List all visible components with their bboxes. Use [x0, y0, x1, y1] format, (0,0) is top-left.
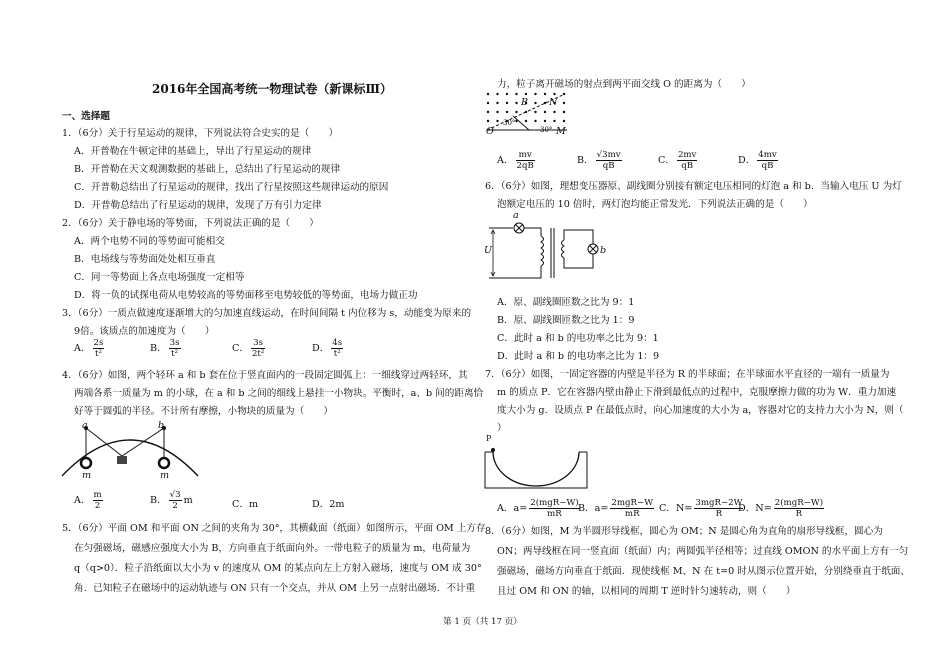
- q2-option-c: C．同一等势面上各点电场强度一定相等: [74, 272, 245, 283]
- field-dot: [496, 120, 498, 122]
- field-dot: [534, 93, 536, 95]
- q7-option-d: D．N= $\frac{\text{2(mgR−W)}}{R}$: [738, 498, 824, 519]
- q5-option-a: A． $\frac{mv}{2qB}$: [497, 150, 534, 171]
- q5-figure-label-angle1: 30°: [503, 119, 516, 127]
- field-dot: [563, 120, 565, 122]
- q4-figure-label-m1: m: [82, 470, 92, 481]
- q8-stem-line3: 强磁场，磁场方向垂直于纸面．现使线框 M、N 在 t=0 时从图示位置开始，分别绕垂直于纸面、: [497, 566, 910, 577]
- q3-stem-line1: 3．（6分）一质点做速度逐渐增大的匀加速直线运动，在时间间隔 t 内位移为 s，动能变为原来的: [62, 308, 472, 319]
- q8-stem-line1: 8．（6分）如图，M 为半圆形导线框，圆心为 OM；N 是圆心角为直角的扇形导线框，圆心为: [485, 526, 883, 537]
- q6-option-d: D．此时 a 和 b 的电功率之比为 1：9: [497, 351, 660, 362]
- q8-stem-line2: ON；两导线框在同一竖直面（纸面）内；两圆弧半径相等；过直线 OMON 的水平面上方有一匀: [497, 546, 909, 557]
- q7-option-c: C．N= $\frac{\text{3mgR−2W}}{R}$: [659, 498, 743, 519]
- field-dot: [563, 102, 565, 104]
- q7-figure-label-P: P: [486, 434, 492, 443]
- q2-option-d: D．将一负的试探电荷从电势较高的等势面移至电势较低的等势面，电场力做正功: [74, 290, 418, 301]
- q7-stem-line3: 度大小为 g．设质点 P 在最低点时，向心加速度的大小为 a，容器对它的支持力大小为 N，则（: [497, 405, 904, 416]
- field-dot: [515, 102, 517, 104]
- q2-option-a: A．两个电势不同的等势面可能相交: [74, 236, 225, 247]
- q4-figure-label-m2: m: [160, 470, 170, 481]
- q2-option-b: B．电场线与等势面处处相互垂直: [74, 254, 216, 265]
- q5-figure-label-O: O: [486, 126, 494, 137]
- field-dot: [487, 93, 489, 95]
- q1-option-c: C．开普勒总结出了行星运动的规律，找出了行星按照这些规律运动的原因: [74, 182, 389, 193]
- q1-stem: 1．（6分）关于行星运动的规律，下列说法符合史实的是（ ）: [62, 128, 339, 139]
- q4-option-b: B． $\frac{√3}{2}$ m: [150, 490, 193, 511]
- q5-stem-line3: q（q>0）．粒子沿纸面以大小为 v 的速度从 OM 的某点向左上方射入磁场，速度与 OM 成 30°: [74, 563, 482, 574]
- section-heading: 一、选择题: [62, 111, 110, 122]
- q4-option-a: A． $\frac{m}{2}$: [74, 490, 102, 511]
- field-dot: [553, 111, 555, 113]
- field-dot: [506, 93, 508, 95]
- field-dot: [496, 111, 498, 113]
- q3-option-a: A． $\frac{2s}{\text{t²}}$: [74, 338, 104, 359]
- page-footer: 第 1 页（共 17 页）: [443, 617, 522, 627]
- field-dot: [525, 120, 527, 122]
- q6-option-b: B．原、副线圈匝数之比为 1：9: [497, 315, 635, 326]
- q4-option-c: C．m: [232, 499, 259, 510]
- q5-option-d: D． $\frac{4mv}{qB}$: [738, 150, 777, 171]
- q6-figure-label-b: b: [600, 245, 607, 256]
- q4-figure-label-b: b: [158, 420, 165, 431]
- q5-stem-line1: 5．（6分）平面 OM 和平面 ON 之间的夹角为 30°，其横截面（纸面）如图所示，平面 OM 上方存: [62, 523, 486, 534]
- q1-option-b: B．开普勒在天文观测数据的基础上，总结出了行星运动的规律: [74, 164, 341, 175]
- field-dot: [544, 120, 546, 122]
- q7-stem-line2: m 的质点 P．它在容器内壁由静止下滑到最低点的过程中，克服摩擦力做的功为 W．重力加速: [497, 387, 897, 398]
- q7-stem-line4: ）: [497, 423, 507, 434]
- field-dot: [534, 111, 536, 113]
- q5-stem-line2: 在匀强磁场，磁感应强度大小为 B，方向垂直于纸面向外。一带电粒子的质量为 m，电荷量为: [74, 543, 471, 554]
- q5-figure-label-N: N: [549, 97, 558, 108]
- field-dot: [553, 93, 555, 95]
- q5-stem-line4: 角．已知粒子在磁场中的运动轨迹与 ON 只有一个交点，并从 OM 上另一点射出磁场．不计重: [74, 583, 476, 594]
- q6-figure-transformer: [483, 210, 613, 285]
- q8-stem-line4: 且过 OM 和 ON 的轴，以相同的周期 T 逆时针匀速转动，则（ ）: [497, 586, 796, 597]
- q6-option-a: A．原、副线圈匝数之比为 9：1: [497, 297, 635, 308]
- q5-option-b: B． $\frac{√3mv}{qB}$: [577, 150, 621, 171]
- field-dot: [544, 93, 546, 95]
- field-dot: [515, 93, 517, 95]
- q7-figure-hemisphere: [483, 440, 589, 490]
- q2-stem: 2．（6分）关于静电场的等势面，下列说法正确的是（ ）: [62, 218, 319, 229]
- field-dot: [553, 120, 555, 122]
- field-dot: [525, 93, 527, 95]
- q6-figure-label-a: a: [513, 210, 519, 221]
- field-dot: [487, 120, 489, 122]
- q5-figure-label-M: M: [556, 126, 566, 137]
- q6-figure-label-U: U: [484, 245, 493, 256]
- field-dot: [506, 111, 508, 113]
- field-dot: [487, 111, 489, 113]
- field-dot: [563, 111, 565, 113]
- q6-option-c: C．此时 a 和 b 的电功率之比为 9：1: [497, 333, 659, 344]
- q1-option-d: D．开普勒总结出了行星运动的规律，发现了万有引力定律: [74, 200, 322, 211]
- q3-option-d: D． $\frac{4s}{\text{t²}}$: [312, 338, 343, 359]
- field-dot: [506, 102, 508, 104]
- field-dot: [515, 111, 517, 113]
- q3-option-b: B． $\frac{3s}{\text{t²}}$: [150, 338, 180, 359]
- q7-option-b: B．a= $\frac{\text{2mgR−W}}{mR}$: [578, 498, 654, 519]
- q6-stem-line2: 泡额定电压的 10 倍时，两灯泡均能正常发光．下列说法正确的是（ ）: [497, 199, 813, 210]
- field-dot: [534, 120, 536, 122]
- q6-stem-line1: 6．（6分）如图，理想变压器原、副线圈分别接有额定电压相同的灯泡 a 和 b．当输入电压 U 为灯: [485, 181, 902, 192]
- field-dot: [496, 93, 498, 95]
- field-dot: [534, 102, 536, 104]
- q4-figure-label-a: a: [82, 420, 88, 431]
- page-title: 2016年全国高考统一物理试卷（新课标Ⅲ）: [152, 82, 393, 96]
- q4-option-d: D．2m: [312, 499, 345, 510]
- q7-option-a: A．a= $\frac{\text{2(mgR−W)}}{mR}$: [497, 498, 579, 519]
- q5-option-c: C． $\frac{2mv}{qB}$: [658, 150, 697, 171]
- q3-option-c: C． $\frac{3s}{\text{2t²}}$: [232, 338, 265, 359]
- q5-figure-label-B: B: [521, 97, 529, 108]
- q4-stem-line3: 好等于圆弧的半径。不计所有摩擦，小物块的质量为（ ）: [74, 406, 334, 417]
- q5-figure-label-angle2: 30°: [540, 126, 553, 134]
- q4-stem-line2: 两端各系一质量为 m 的小球，在 a 和 b 之间的细线上悬挂一小物块。平衡时，a、b 间的距离恰: [74, 388, 484, 399]
- q5-stem-line5: 力，粒子离开磁场的射点到两平面交线 O 的距离为（ ）: [497, 79, 751, 90]
- field-dot: [487, 102, 489, 104]
- field-dot: [544, 111, 546, 113]
- q7-stem-line1: 7．（6分）如图，一固定容器的内壁是半径为 R 的半球面；在半球面水平直径的一端有一质量为: [485, 369, 890, 380]
- field-dot: [496, 102, 498, 104]
- q1-option-a: A．开普勒在牛顿定律的基础上，导出了行星运动的规律: [74, 146, 312, 157]
- q4-figure-arc-rings: [60, 418, 200, 478]
- q4-stem-line1: 4．（6分）如图，两个轻环 a 和 b 套在位于竖直面内的一段固定圆弧上：一细线穿过两轻环，其: [62, 370, 468, 381]
- q3-stem-line2: 9倍。该质点的加速度为（ ）: [74, 326, 215, 337]
